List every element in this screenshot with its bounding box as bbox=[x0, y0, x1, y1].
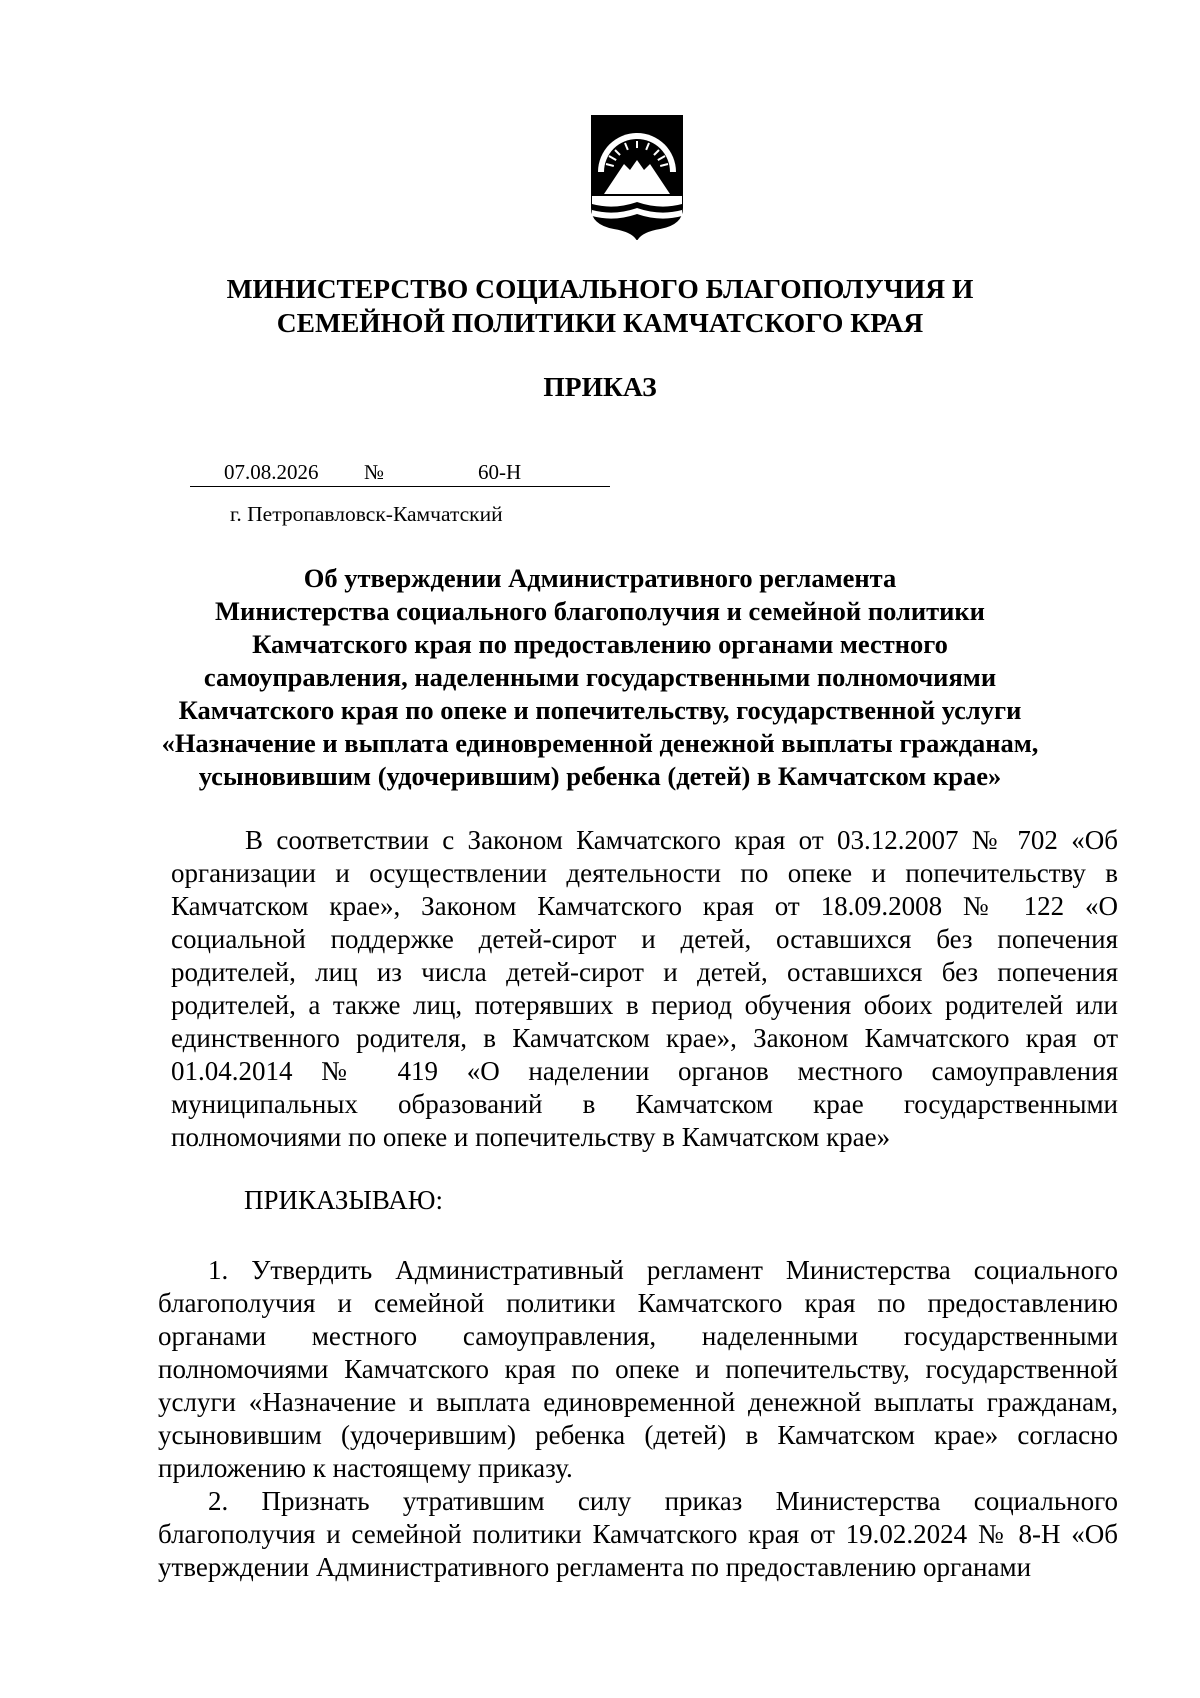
subject-line: усыновившим (удочерившим) ребенка (детей) в Камчатском крае» bbox=[198, 761, 1002, 791]
organization-title-line: СЕМЕЙНОЙ ПОЛИТИКИ КАМЧАТСКОГО КРАЯ bbox=[276, 307, 924, 338]
legal-basis-paragraph: В соответствии с Законом Камчатского края от 03.12.2007 № 702 «Об организации и осуществлении деятельности по опеке и попечительству в Камчатском крае», Законом Камчатского края от 18.09.2008 № 122 «О социальной поддержке детей-сирот и детей, оставшихся без попечения родителей, лиц из числа детей-сирот и детей, оставшихся без попечения родителей, а также лиц, потерявших в период обучения обоих родителей или единственного родителя, в Камчатском крае», Законом Камчатского края от 01.04.2014 № 419 «О наделении органов местного самоуправления муниципальных образований в Камчатском крае государственными полномочиями по опеке и попечительству в Камчатском крае» bbox=[171, 825, 1118, 1152]
document-date: 07.08.2026 bbox=[224, 460, 319, 484]
order-item: 1. Утвердить Административный регламент Министерства социального благополучия и семейной политики Камчатского края по предоставлению органами местного самоуправления, наделенными государственными полномочиями Камчатского края по опеке и попечительству, государственной услуги «Назначение и выплата единовременной денежной выплаты гражданам, усыновившим (удочерившим) ребенка (детей) в Камчатском крае» согласно приложению к настоящему приказу. bbox=[158, 1255, 1118, 1483]
order-items bbox=[158, 1254, 1118, 1584]
registration-line bbox=[190, 458, 610, 487]
city-of-issue: г. Петропавловск-Камчатский bbox=[230, 502, 503, 526]
document-type: ПРИКАЗ bbox=[543, 371, 657, 402]
document-number: 60-Н bbox=[478, 460, 522, 484]
subject-line: «Назначение и выплата единовременной денежной выплаты гражданам, bbox=[161, 728, 1039, 758]
document-subject bbox=[150, 562, 1050, 793]
kamchatka-coat-of-arms-icon bbox=[590, 112, 684, 240]
subject-line: Министерства социального благополучия и семейной политики bbox=[215, 596, 985, 626]
subject-line: Камчатского края по предоставлению органами местного bbox=[252, 629, 948, 659]
number-sign: № bbox=[364, 460, 385, 484]
subject-line: Камчатского края по опеке и попечительству, государственной услуги bbox=[178, 695, 1022, 725]
organization-title bbox=[100, 272, 1100, 340]
subject-line: Об утверждении Административного регламента bbox=[303, 563, 897, 593]
organization-title-line: МИНИСТЕРСТВО СОЦИАЛЬНОГО БЛАГОПОЛУЧИЯ И bbox=[226, 273, 974, 304]
subject-line: самоуправления, наделенными государственными полномочиями bbox=[203, 662, 997, 692]
order-item: 2. Признать утратившим силу приказ Министерства социального благополучия и семейной политики Камчатского края от 19.02.2024 № 8-Н «Об утверждении Административного регламента по предоставлению органами bbox=[158, 1486, 1118, 1582]
order-word: ПРИКАЗЫВАЮ: bbox=[244, 1185, 443, 1215]
